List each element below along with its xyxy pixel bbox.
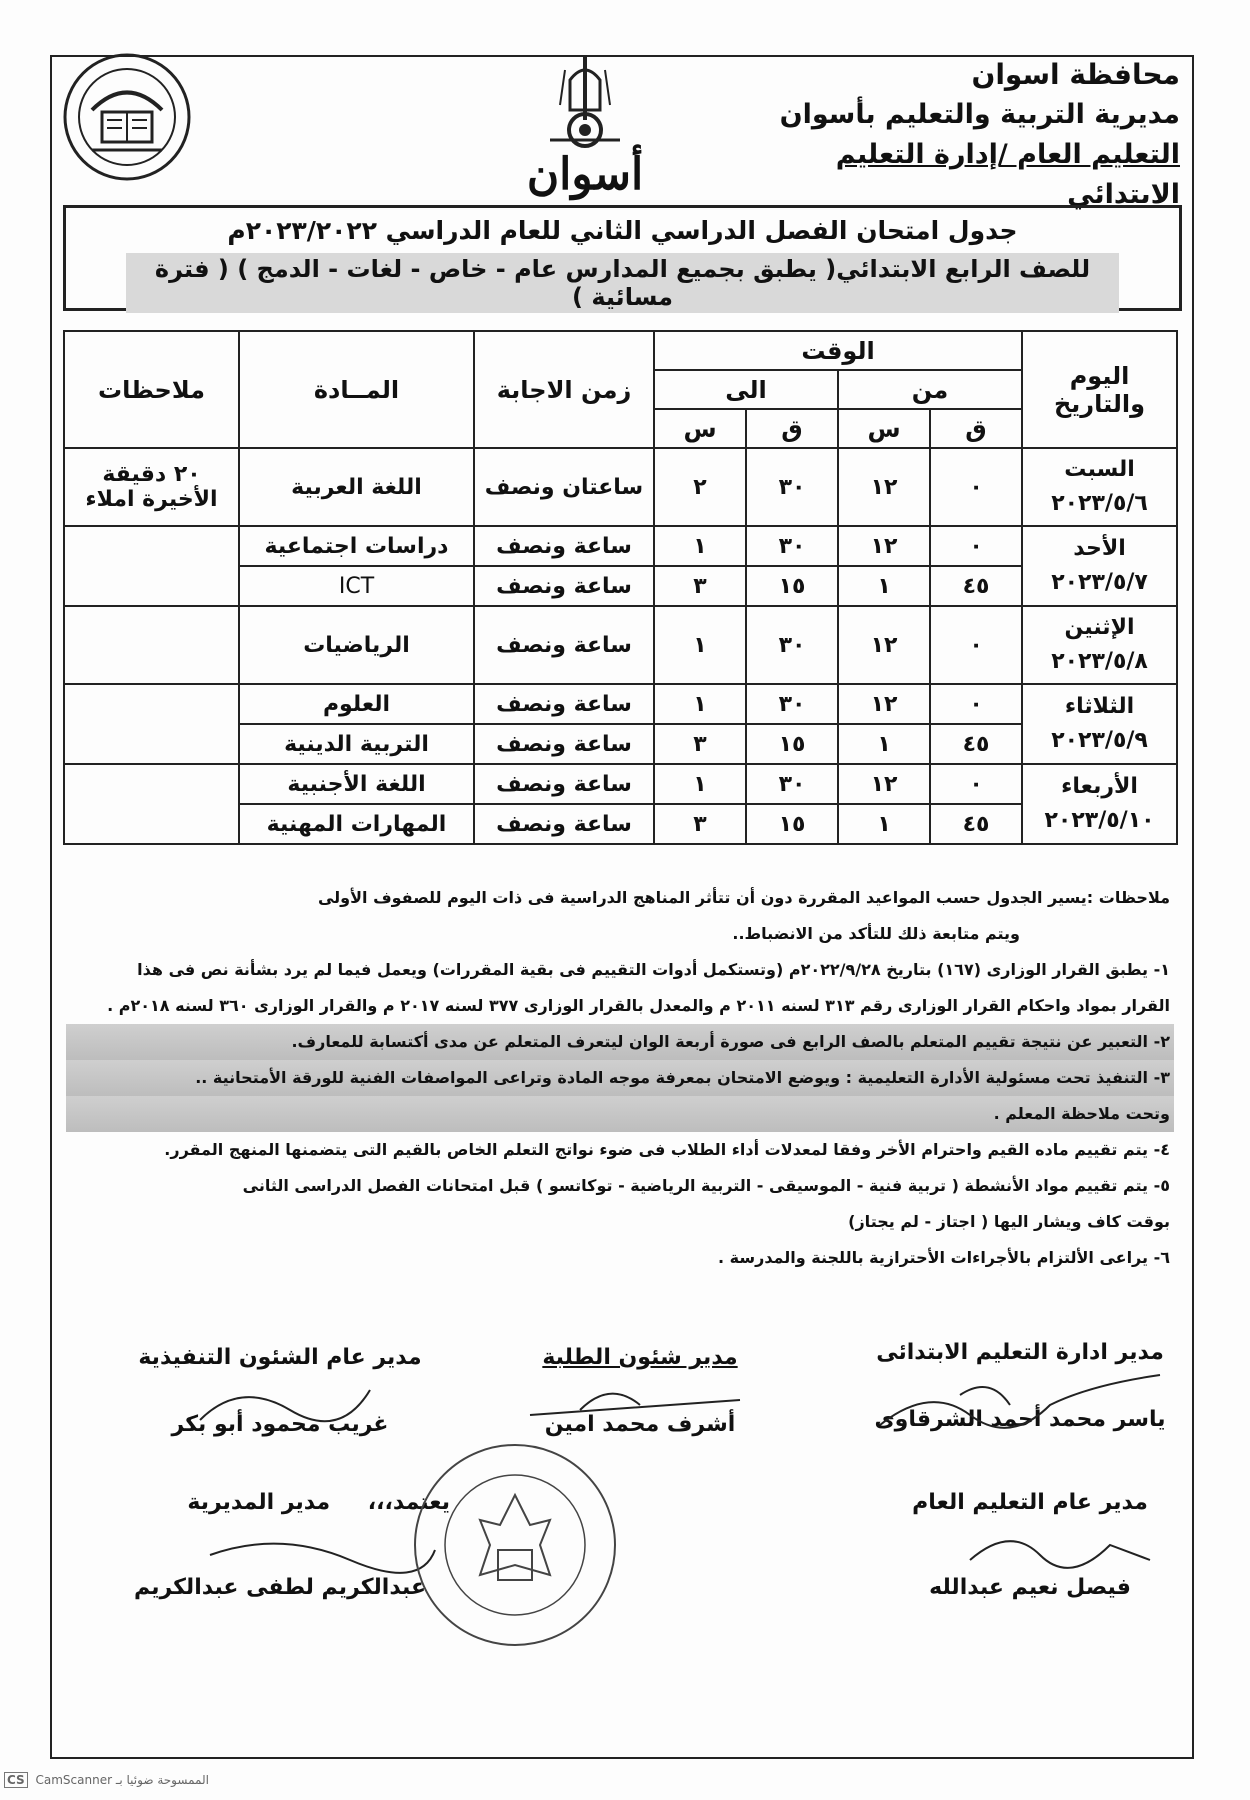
from-minutes: ٠ <box>930 764 1022 804</box>
subject: اللغة الأجنبية <box>239 764 474 804</box>
header-block <box>760 55 1180 215</box>
to-minutes: ٣٠ <box>746 526 838 566</box>
from-minutes: ٤٥ <box>930 724 1022 764</box>
from-hours: ١٢ <box>838 448 930 526</box>
from-hours: ١٢ <box>838 684 930 724</box>
signer-title: مدير عام التعليم العام <box>912 1490 1148 1515</box>
directorate-title-line <box>110 1490 450 1515</box>
subject: دراسات اجتماعية <box>239 526 474 566</box>
exam-date: ٢٠٢٣/٥/٦ <box>1051 491 1148 516</box>
header-from: من <box>838 370 1022 409</box>
note <box>64 764 239 844</box>
day-date-cell <box>1022 684 1177 764</box>
signature-scribble-icon <box>200 1525 440 1585</box>
from-hours: ١ <box>838 804 930 844</box>
table-row <box>64 526 1177 566</box>
duration: ساعة ونصف <box>474 724 654 764</box>
to-minutes: ٣٠ <box>746 684 838 724</box>
directorate-name: مديرية التربية والتعليم بأسوان <box>779 99 1180 130</box>
to-hours: ١ <box>654 606 746 684</box>
subject: اللغة العربية <box>239 448 474 526</box>
signer-name: فيصل نعيم عبدالله <box>929 1575 1131 1600</box>
signer-name: أشرف محمد امين <box>544 1412 736 1437</box>
signature-scribble-icon <box>180 1370 380 1440</box>
official-stamp-icon <box>410 1440 620 1650</box>
to-hours: ٣ <box>654 804 746 844</box>
day-name: الإثنين <box>1064 615 1135 640</box>
note: ٢٠ دقيقة الأخيرة املاء <box>64 448 239 526</box>
signer-title: مدير المديرية <box>187 1490 331 1515</box>
title-box <box>63 205 1182 311</box>
header-notes: ملاحظات <box>64 331 239 448</box>
day-name: الأربعاء <box>1061 774 1138 799</box>
to-minutes: ١٥ <box>746 724 838 764</box>
logo-word: أسوان <box>526 149 644 200</box>
to-minutes: ٣٠ <box>746 606 838 684</box>
to-hours: ١ <box>654 764 746 804</box>
from-minutes: ٤٥ <box>930 804 1022 844</box>
day-date-cell <box>1022 448 1177 526</box>
scanner-text: CamScanner الممسوحة ضوئيا بـ <box>35 1773 209 1787</box>
to-hours: ١ <box>654 684 746 724</box>
header-day-date: اليوم والتاريخ <box>1022 331 1177 448</box>
note <box>64 606 239 684</box>
to-minutes: ٣٠ <box>746 764 838 804</box>
header-from-hours: س <box>838 409 930 448</box>
note <box>64 526 239 606</box>
from-hours: ١ <box>838 724 930 764</box>
to-minutes: ١٥ <box>746 804 838 844</box>
from-hours: ١ <box>838 566 930 606</box>
exam-date: ٢٠٢٣/٥/١٠ <box>1044 808 1155 833</box>
exam-schedule-table <box>63 330 1178 845</box>
aswan-logo <box>490 50 680 200</box>
to-hours: ٢ <box>654 448 746 526</box>
from-minutes: ٤٥ <box>930 566 1022 606</box>
note-item-1: ١- يطبق القرار الوزارى (١٦٧) بتاريخ ٢٠٢٢/٩/٢٨م (وتستكمل أدوات التقييم فى بقية المقررات) ويعمل فيما لم يرد بشأنة نص فى هذا <box>137 960 1170 979</box>
note-item-1-cont: القرار بمواد واحكام القرار الوزارى رقم ٣١٣ لسنه ٢٠١١ م والمعدل بالقرار الوزارى ٣٧٧ لسنه ٢٠١٧ م والقرار الوزارى ٣٦٠ لسنه ٢٠١٨م . <box>107 996 1170 1015</box>
from-minutes: ٠ <box>930 606 1022 684</box>
subject: التربية الدينية <box>239 724 474 764</box>
subject: الرياضيات <box>239 606 474 684</box>
to-minutes: ٣٠ <box>746 448 838 526</box>
duration: ساعة ونصف <box>474 764 654 804</box>
day-name: الثلاثاء <box>1064 694 1135 719</box>
to-hours: ٣ <box>654 566 746 606</box>
notes-intro-cont: ويتم متابعة ذلك للتأكد من الانضباط.. <box>732 924 1020 943</box>
signer-name: عبدالكريم لطفى عبدالكريم <box>133 1575 427 1600</box>
day-name: السبت <box>1064 457 1135 482</box>
signer-name: غريب محمود أبو بكر <box>171 1412 389 1437</box>
exam-date: ٢٠٢٣/٥/٧ <box>1051 570 1148 595</box>
approve-label: يعتمد،،، <box>367 1490 450 1515</box>
note-item-2: ٢- التعبير عن نتيجة تقييم المتعلم بالصف الرابع فى صورة أربعة الوان ليتعرف المتعلم عن مدى أكتسابة للمعارف. <box>66 1024 1174 1060</box>
subject: المهارات المهنية <box>239 804 474 844</box>
table-row <box>64 448 1177 526</box>
to-hours: ١ <box>654 526 746 566</box>
camscanner-icon: CS <box>4 1772 28 1788</box>
from-hours: ١٢ <box>838 764 930 804</box>
seal-icon <box>62 50 192 185</box>
table-row <box>64 764 1177 804</box>
subject: العلوم <box>239 684 474 724</box>
header-subject: المــادة <box>239 331 474 448</box>
day-date-cell <box>1022 764 1177 844</box>
signature-scribble-icon <box>870 1365 1170 1445</box>
notes-intro: ملاحظات :يسير الجدول حسب المواعيد المقررة دون أن تتأثر المناهج الدراسية فى ذات اليوم للصفوف الأولى <box>317 888 1170 907</box>
duration: ساعتان ونصف <box>474 448 654 526</box>
note-item-3-cont: وتحت ملاحظة المعلم . <box>66 1096 1174 1132</box>
signature-scribble-icon <box>960 1520 1160 1580</box>
governorate-name: محافظة اسوان <box>971 58 1180 91</box>
note-item-5-cont: بوقت كاف ويشار اليها ( اجتاز - لم يجتاز) <box>848 1212 1170 1231</box>
exam-date: ٢٠٢٣/٥/٩ <box>1051 728 1148 753</box>
note <box>64 684 239 764</box>
to-minutes: ١٥ <box>746 566 838 606</box>
table-row <box>64 684 1177 724</box>
subject: ICT <box>239 566 474 606</box>
day-name: الأحد <box>1073 536 1126 561</box>
signer-title: مدير ادارة التعليم الابتدائى <box>876 1340 1164 1365</box>
signer-title: مدير عام الشئون التنفيذية <box>138 1345 422 1370</box>
duration: ساعة ونصف <box>474 606 654 684</box>
duration: ساعة ونصف <box>474 526 654 566</box>
header-time: الوقت <box>654 331 1022 370</box>
signer-name: ياسر محمد أحمد الشرقاوى <box>874 1407 1166 1432</box>
table-row <box>64 606 1177 684</box>
day-date-cell <box>1022 606 1177 684</box>
note-item-4: ٤- يتم تقييم ماده القيم واحترام الأخر وفقا لمعدلات أداء الطلاب فى ضوء نواتج التعلم الخاص بالقيم التى يتضمنها المنهج المقرر. <box>164 1140 1170 1159</box>
aswan-emblem-icon <box>490 50 680 155</box>
day-date-cell <box>1022 526 1177 606</box>
header-to-minutes: ق <box>746 409 838 448</box>
scanner-footer <box>4 1772 209 1788</box>
header-to-hours: س <box>654 409 746 448</box>
duration: ساعة ونصف <box>474 566 654 606</box>
header-to: الى <box>654 370 838 409</box>
header-duration: زمن الاجابة <box>474 331 654 448</box>
note-item-5: ٥- يتم تقييم مواد الأنشطة ( تربية فنية - الموسيقى - التربية الرياضية - توكاتسو ) قبل امتحانات الفصل الدراسى الثانى <box>242 1176 1170 1195</box>
signer-title: مدير شئون الطلبة <box>542 1345 738 1370</box>
from-minutes: ٠ <box>930 526 1022 566</box>
schedule-subtitle: للصف الرابع الابتدائي( يطبق بجميع المدارس عام - خاص - لغات - الدمج ) ( فترة مسائية ) <box>126 253 1119 313</box>
from-minutes: ٠ <box>930 684 1022 724</box>
from-hours: ١٢ <box>838 606 930 684</box>
from-minutes: ٠ <box>930 448 1022 526</box>
signature-scribble-icon <box>520 1370 750 1430</box>
to-hours: ٣ <box>654 724 746 764</box>
note-item-6: ٦- يراعى الألتزام بالأجراءات الأحترازية باللجنة والمدرسة . <box>718 1248 1170 1267</box>
from-hours: ١٢ <box>838 526 930 566</box>
note-item-3: ٣- التنفيذ تحت مسئولية الأدارة التعليمية : ويوضع الامتحان بمعرفة موجه المادة وتراعى المواصفات الفنية للورقة الأمتحانية .. <box>66 1060 1174 1096</box>
exam-date: ٢٠٢٣/٥/٨ <box>1051 649 1148 674</box>
department-name: التعليم العام /إدارة التعليم الابتدائي <box>835 139 1180 210</box>
header-from-minutes: ق <box>930 409 1022 448</box>
notes-section <box>70 880 1170 1276</box>
education-seal <box>62 50 192 185</box>
schedule-title: جدول امتحان الفصل الدراسي الثاني للعام الدراسي ٢٠٢٣/٢٠٢٢م <box>227 216 1018 245</box>
duration: ساعة ونصف <box>474 684 654 724</box>
duration: ساعة ونصف <box>474 804 654 844</box>
